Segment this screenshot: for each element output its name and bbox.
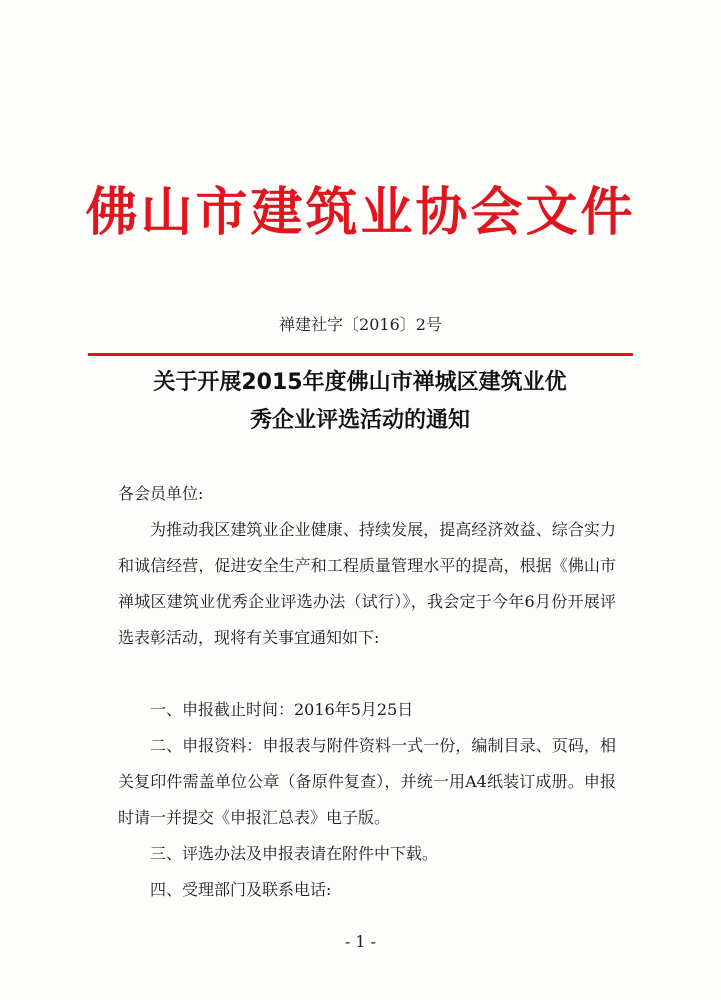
page-number: - 1 - [344, 932, 377, 951]
document-number: 禅建社字〔2016〕2号 [279, 315, 442, 334]
notice-title [60, 364, 660, 440]
notice-title-line-2: 秀企业评选活动的通知 [249, 408, 470, 433]
red-divider-line [88, 353, 633, 356]
item-download: 三、评选办法及申报表请在附件中下载。 [150, 844, 439, 863]
body-paragraph: 为推动我区建筑业企业健康、持续发展，提高经济效益、综合实力和诚信经营，促进安全生产和工程质量管理水平的提高，根据《佛山市禅城区建筑业优秀企业评选办法（试行）》，我会定于今年6月份开展评选表彰活动，现将有关事宜通知如下: [118, 520, 616, 647]
item-deadline: 一、申报截止时间：2016年5月25日 [150, 700, 414, 719]
item-materials: 二、申报资料：申报表与附件资料一式一份，编制目录、页码，相关复印件需盖单位公章（备原件复查），并统一用A4纸装订成册。申报时请一并提交《申报汇总表》电子版。 [118, 736, 616, 827]
item-contact: 四、受理部门及联系电话: [150, 880, 332, 899]
notice-title-line-1: 关于开展2015年度佛山市禅城区建筑业优 [153, 370, 567, 395]
salutation: 各会员单位: [118, 484, 204, 503]
document-masthead: 佛山市建筑业协会文件 [85, 182, 636, 243]
